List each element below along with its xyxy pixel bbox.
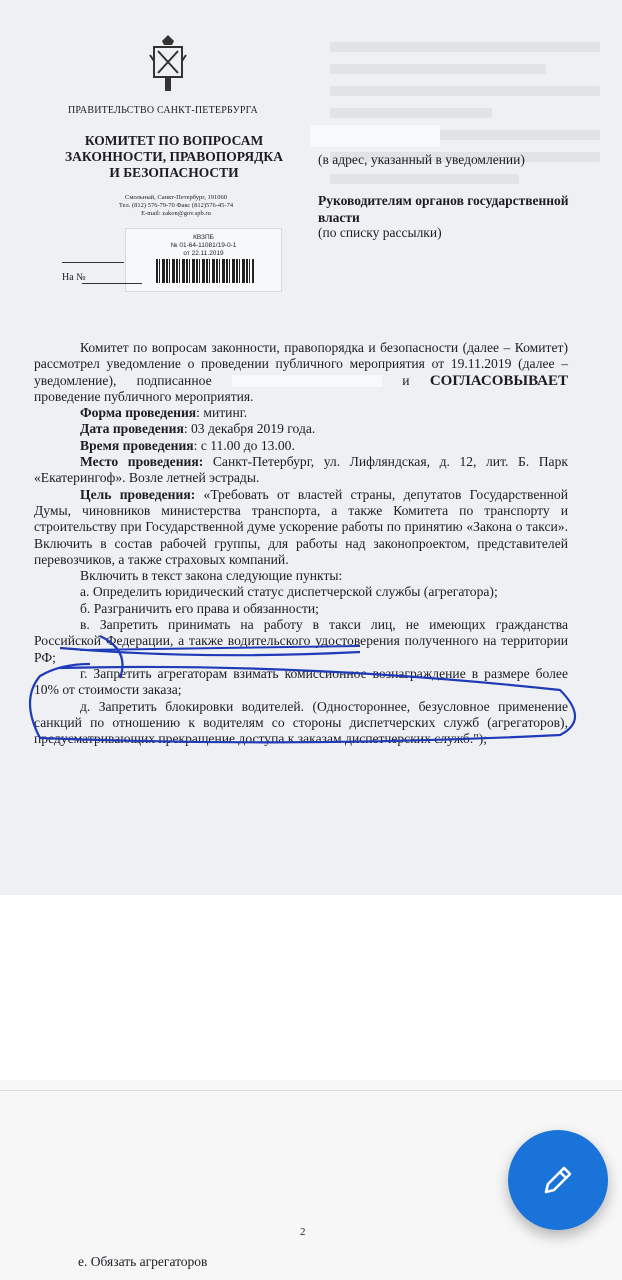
barcode bbox=[156, 259, 254, 283]
list-item: д. Запретить блокировки водителей. (Одностороннее, безусловное применение санкций по отношению к водителям со стороны диспетчерских служб (агрегаторов), предусматривающих прекращение доступа к заказам диспетчерских служб."); bbox=[34, 698, 568, 747]
place-line: Место проведения: Санкт-Петербург, ул. Лифляндская, д. 12, лит. Б. Парк «Екатерингоф». Возле летней эстрады. bbox=[34, 454, 568, 486]
committee-name: КОМИТЕТ ПО ВОПРОСАМ ЗАКОННОСТИ, ПРАВОПОРЯДКА И БЕЗОПАСНОСТИ bbox=[65, 133, 283, 180]
page2-first-line: е. Обязать агрегаторов bbox=[78, 1254, 208, 1269]
date-line: Дата проведения: 03 декабря 2019 года. bbox=[80, 421, 316, 437]
page-gap bbox=[0, 895, 622, 1080]
letter-body bbox=[34, 340, 568, 747]
pencil-icon bbox=[538, 1160, 578, 1200]
list-item: б. Разграничить его права и обязанности; bbox=[80, 600, 319, 616]
agrees-word: СОГЛАСОВЫВАЕТ bbox=[429, 372, 569, 389]
list-item: а. Определить юридический статус диспетчерской службы (агрегатора); bbox=[80, 584, 498, 600]
recipient: Руководителям органов государственной власти bbox=[318, 193, 569, 225]
registration-stamp: КВЗПБ № 01-64-11081/19-0-1 от 22.11.2019 bbox=[125, 228, 282, 292]
goal-line: Цель проведения: «Требовать от властей страны, депутатов Государственной Думы, чиновников министерства транспорта, а также Комитета по транспорту и строительству при Государственной думе ускорение работы по принятию «Закона о такси». Включить в состав рабочей группы, для работы над законопроектом, представителей перевозчиков, а также страховых компаний. bbox=[34, 486, 568, 567]
address-note: (в адрес, указанный в уведомлении) bbox=[318, 152, 525, 167]
reference-number-label: На № bbox=[62, 272, 86, 283]
include-line: Включить в текст закона следующие пункты: bbox=[80, 568, 343, 584]
divider bbox=[0, 1090, 622, 1091]
redacted-block bbox=[310, 125, 440, 147]
form-line: Форма проведения: митинг. bbox=[80, 405, 248, 421]
redacted-name bbox=[232, 375, 382, 387]
recipient-note: (по списку рассылки) bbox=[318, 225, 442, 240]
intro-paragraph: Комитет по вопросам законности, правопорядка и безопасности (далее – Комитет) рассмотрел уведомление о проведении публичного мероприятия от 19.11.2019 (далее – уведомление), подписанное и СОГЛАСОВЫВАЕТ проведение публичного мероприятия. bbox=[34, 340, 569, 404]
list-item: в. Запретить принимать на работу в такси лиц, не имеющих гражданства Российской Федерации, а также водительского удостоверения полученного на территории РФ; bbox=[34, 617, 568, 665]
edit-button[interactable] bbox=[508, 1130, 608, 1230]
divider bbox=[62, 262, 124, 263]
page-number: 2 bbox=[300, 1226, 306, 1238]
reference-number-line bbox=[82, 283, 142, 284]
time-line: Время проведения: с 11.00 до 13.00. bbox=[80, 437, 295, 453]
list-item: г. Запретить агрегаторам взимать комиссионное вознаграждение в размере более 10% от стоимости заказа; bbox=[34, 665, 568, 698]
committee-contacts: Смольный, Санкт-Петербург, 191060 Тел. (812) 576-79-70 Факс (812)576-45-74 E-mail: zakon@gov.spb.ru bbox=[118, 194, 234, 217]
bleed-through-text bbox=[330, 30, 600, 196]
government-name: ПРАВИТЕЛЬСТВО САНКТ-ПЕТЕРБУРГА bbox=[68, 105, 258, 116]
coat-of-arms-icon bbox=[148, 35, 188, 95]
